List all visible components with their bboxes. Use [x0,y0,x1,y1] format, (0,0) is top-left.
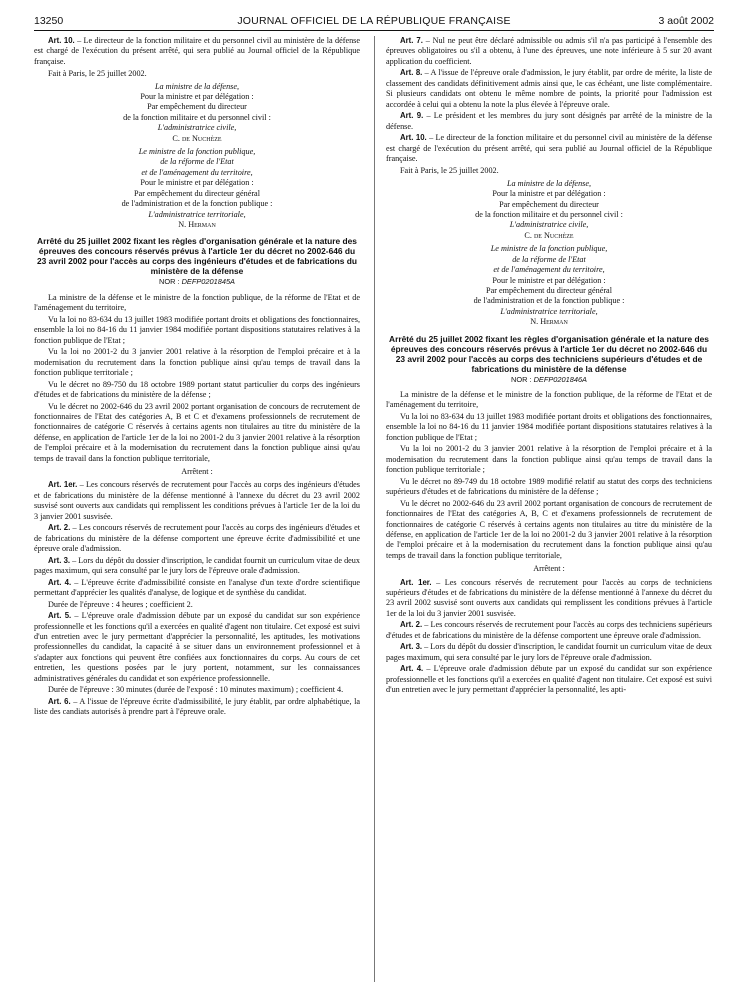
article-number: Art. 2. [48,523,71,533]
article-text: – Nul ne peut être déclaré admissible ou admis s'il n'a pas participé à l'ensemble des épreuves obligatoires ou s'il a obtenu, à l'une des épreuves, une note inférieure à 5 sur 20 avant application du coefficient. [386,36,712,66]
article-number: Art. 4. [48,577,72,587]
article [386,620,712,641]
journal-title: JOURNAL OFFICIEL DE LA RÉPUBLIQUE FRANÇAISE [237,15,511,27]
visa-paragraph: Vu le décret no 89-750 du 18 octobre 1989 portant statut particulier du corps des ingénieurs d'études et de fabrications du ministère de la défense ; [34,379,360,399]
signature-line: La ministre de la défense, [506,178,592,188]
article [386,642,712,663]
left-column [34,36,360,984]
article-text: – L'épreuve orale d'admission débute par un exposé du candidat sur son expérience professionnelle et les fonctions qu'il a exercées en qualité d'agent non titulaire. Cet exposé est suivi d'un entretien avec le jury permettant d'apprécier la personnalité, les aptitudes, les motivations professionnelles du candidat, la capacité à se situer dans un environnement professionnel et à s'adapter aux fonctions qui peuvent être confiées aux fonctionnaires du corps. Au cours de cet entretien, les questions posées par le jury portent, notamment, sur les connaissances administratives générales du candidat et son expérience professionnelle. [34,611,360,683]
signature-line: Pour la ministre et par délégation : [492,189,606,199]
decree-title: Arrêté du 25 juillet 2002 fixant les règles d'organisation générale et la nature des épreuves des concours réservés prévus à l'article 1er du décret no 2002-646 du 23 avril 2002 pour l'accès au corps des ingénieurs d'études et de fabrications du ministère de la défense [36,236,358,277]
arretent-heading: Arrêtent : [533,564,565,574]
place-date: Fait à Paris, le 25 juillet 2002. [400,166,499,176]
article [34,556,360,577]
signature-line: Pour le ministre et par délégation : [492,275,606,285]
article [34,600,360,610]
place-date: Fait à Paris, le 25 juillet 2002. [48,69,147,79]
article-text: – L'épreuve orale d'admission débute par un exposé du candidat sur son expérience professionnelle et les fonctions qu'il a exercées en qualité d'agent non titulaire. Cet exposé est suivi d'un entretien avec le jury permettant d'apprécier la personnalité, les apti- [386,664,712,695]
article-number: Art. 9. [400,111,424,121]
article [386,111,712,132]
visa-paragraph: Vu la loi no 2001-2 du 3 janvier 2001 relative à la résorption de l'emploi précaire et à la modernisation du recrutement dans la fonction publique ainsi qu'au temps de travail dans la fonction publique territoriale ; [34,347,360,377]
signature-block [386,179,712,241]
visa-list [34,293,360,464]
signature-line: Pour le ministre et par délégation : [140,178,254,188]
visa-paragraph: Vu le décret no 2002-646 du 23 avril 2002 portant organisation de concours de recrutement de fonctionnaires de l'Etat des catégories A, B, C et d'examens professionnels de recrutement de fonctionnaires de catégorie C réservés à certains agents non titulaires au titre du ministère de la défense, en application de l'article 1er de la loi no 2001-2 du 3 janvier 2001 relative à la résorption de l'emploi précaire et à la modernisation du recrutement dans la fonction publique ainsi qu'au temps de travail dans la fonction publique territoriale, [386,498,712,560]
article-number: Art. 3. [400,642,423,652]
signature-line: N. Herman [530,317,568,327]
header-rule [34,30,714,31]
visa-paragraph: Vu la loi no 2001-2 du 3 janvier 2001 relative à la résorption de l'emploi précaire et à la modernisation du recrutement dans la fonction publique ainsi qu'au temps de travail dans la fonction publique territoriale ; [386,444,712,475]
signature-line: Par empêchement du directeur [147,102,247,112]
nor-code: DEFP0201845A [181,277,235,287]
article-number: Art. 7. [400,36,423,45]
visa-paragraph: La ministre de la défense et le ministre de la fonction publique, de la réforme de l'Etat et de l'aménagement du territoire, [386,389,712,410]
signature-line: L'administratrice civile, [509,220,589,230]
signature-line: de l'administration et de la fonction publique : [473,296,625,306]
article-text: – Les concours réservés de recrutement pour l'accès au corps des ingénieurs d'études et de fabrications du ministère de la défense comportent une épreuve écrite d'admissibilité et une épreuve orale d'admission. [34,523,360,553]
article-list [386,578,712,696]
signature-line: et de l'aménagement du territoire, [141,167,253,177]
signature-block [386,244,712,327]
signature-line: de l'administration et de la fonction publique : [121,199,273,209]
visa-paragraph: Vu le décret no 2002-646 du 23 avril 2002 portant organisation de concours de recrutement de fonctionnaires de l'Etat des catégories A, B et C et d'examens professionnels de recrutement de fonctionnaires de catégorie C réservés à certains agents non titulaires au titre du ministère de la défense, en application de l'article 1er de la loi no 2001-2 du 3 janvier 2001 relative à la résorption de l'emploi précaire et à la modernisation du recrutement dans la fonction publique ainsi qu'au temps de travail dans la fonction publique territoriale, [34,401,360,463]
article [386,664,712,695]
article-number: Art. 10. [48,36,75,45]
article [34,611,360,684]
signature-line: L'administratrice civile, [157,123,237,133]
article-number: Art. 1er. [400,577,432,587]
article [34,685,360,695]
article-text: – L'épreuve écrite d'admissibilité consiste en l'analyse d'un texte d'ordre scientifique permettant d'apprécier les qualités d'analyse, de logique et de synthèse du candidat. [34,577,360,597]
article-text: – A l'issue de l'épreuve écrite d'admissibilité, le jury établit, par ordre alphabétique, la liste des candiats autorisés à prendre part à l'épreuve orale. [34,696,360,717]
article-text: – A l'issue de l'épreuve orale d'admission, le jury établit, par ordre de mérite, la liste de classement des candidats définitivement admis ainsi que, le cas échéant, une liste complémentaire. Si plusieurs candidats ont obtenu le même nombre de points, la priorité pour l'admission est accordée à celui qui a obtenu la note la plus élevée à l'épreuve orale. [386,68,712,109]
nor-reference [386,375,712,385]
article-number: Art. 2. [400,620,423,630]
issue-date: 3 août 2002 [658,15,714,27]
article-text: Durée de l'épreuve : 4 heures ; coefficient 2. [48,599,193,609]
visa-paragraph: Vu le décret no 89-749 du 18 octobre 1989 modifié relatif au statut des corps des techniciens supérieurs d'études et de fabrications du ministère de la défense ; [386,476,712,497]
article-text: – Lors du dépôt du dossier d'inscription, le candidat fournit un curriculum vitae de deux pages maximum, qui sera consulté par le jury lors de l'épreuve orale d'admission. [386,642,712,662]
article [386,578,712,620]
visa-paragraph: Vu la loi no 83-634 du 13 juillet 1983 modifiée portant droits et obligations des fonctionnaires, ensemble la loi no 84-16 du 11 janvier 1984 modifiée portant dispositions statutaires relatives à la fonction publique de l'Etat ; [34,314,360,345]
article-text: – Lors du dépôt du dossier d'inscription, le candidat fournit un curriculum vitae de deux pages maximum, qui sera consulté par le jury lors de l'épreuve orale d'admission. [34,555,360,575]
article-text: – Les concours réservés de recrutement pour l'accès au corps des ingénieurs d'études et de fabrications du ministère de la défense mentionné à l'annexe du décret du 23 avril 2002 susvisé sont ouverts aux candidats qui remplissent les conditions prévues à l'article 1er de la loi du 3 janvier 2001 susvisée. [34,480,360,521]
signature-line: La ministre de la défense, [154,81,240,91]
article-text: – Le directeur de la fonction militaire et du personnel civil au ministère de la défense est chargé de l'exécution du présent arrêté, qui sera publié au Journal officiel de la République française. [34,36,360,66]
article [34,697,360,718]
article-number: Art. 5. [48,611,72,621]
signature-line: N. Herman [178,219,216,229]
signature-line: C. de Nuchèze [172,133,222,143]
article-list [34,480,360,717]
article [386,68,712,110]
article-text: Durée de l'épreuve : 30 minutes (durée de l'exposé : 10 minutes maximum) ; coefficient 4. [48,685,344,695]
signature-line: Par empêchement du directeur général [134,188,260,198]
signature-line: Par empêchement du directeur [499,199,599,209]
nor-label: NOR : [510,374,534,384]
article-number: Art. 10. [400,133,427,143]
signature-line: de la réforme de l'Etat [512,254,586,264]
article-number: Art. 1er. [48,480,78,490]
column-divider [374,36,375,982]
article-list [386,36,712,164]
visa-paragraph: La ministre de la défense et le ministre de la fonction publique, de la réforme de l'Etat et de l'aménagement du territoire, [34,292,360,313]
signature-line: Le ministre de la fonction publique, [490,244,608,254]
signature-line: L'administratrice territoriale, [148,209,246,219]
article-text: – Le directeur de la fonction militaire et du personnel civil au ministère de la défense est chargé de l'exécution du présent arrêté, qui sera publié au Journal officiel de la République française. [386,133,712,164]
page-header [34,12,714,30]
nor-reference [34,277,360,287]
signature-line: Le ministre de la fonction publique, [138,147,256,157]
article-text: – Les concours réservés de recrutement pour l'accès au corps de techniciens supérieurs d'études et de fabrications du ministère de la défense mentionné à l'annexe du décret du 23 avril 2002 susvisé sont ouverts aux candidats qui remplissent les conditions prévues à l'article 1er de la loi du 3 janvier 2001 susvisée. [386,577,712,618]
article [34,480,360,522]
signature-line: et de l'aménagement du territoire, [493,265,605,275]
visa-paragraph: Vu la loi no 83-634 du 13 juillet 1983 modifiée portant droits et obligations des fonctionnaires, ensemble la loi no 84-16 du 11 janvier 1984 modifiée portant dispositions statutaires relatives à la fonction publique de l'Etat ; [386,411,712,442]
signature-line: L'administratrice territoriale, [500,306,598,316]
article-number: Art. 3. [48,555,71,565]
article-number: Art. 6. [48,696,71,706]
signature-line: C. de Nuchèze [524,230,574,240]
article-text: – Les concours réservés de recrutement pour l'accès au corps des techniciens supérieurs d'études et de fabrications du ministère de la défense comportent une épreuve orale d'admission. [386,620,712,640]
article [386,133,712,164]
article-number: Art. 8. [400,68,423,78]
article-number: Art. 4. [400,664,424,674]
page-number: 13250 [34,15,64,27]
nor-label: NOR : [158,277,182,287]
arretent-heading: Arrêtent : [181,466,213,476]
signature-line: Par empêchement du directeur général [486,285,612,295]
article [34,578,360,599]
decree-title: Arrêté du 25 juillet 2002 fixant les règles d'organisation générale et la nature des épreuves des concours réservés prévus à l'article 1er du décret no 2002-646 du 23 avril 2002 pour l'accès au corps des techniciens supérieurs d'études et de fabrications du ministère de la défense [389,333,709,374]
nor-code: DEFP0201846A [533,374,587,384]
article [34,36,360,67]
signature-line: de la réforme de l'Etat [160,157,234,167]
signature-line: de la fonction militaire et du personnel civil : [475,210,623,220]
signature-line: de la fonction militaire et du personnel civil : [123,112,271,122]
signature-block [34,82,360,144]
signature-line: Pour la ministre et par délégation : [140,92,254,102]
article-text: – Le président et les membres du jury sont désignés par arrêté de la ministre de la défense. [386,111,712,131]
article [34,523,360,554]
article [386,36,712,67]
right-column [386,36,712,984]
signature-block [34,147,360,230]
visa-list [386,390,712,561]
